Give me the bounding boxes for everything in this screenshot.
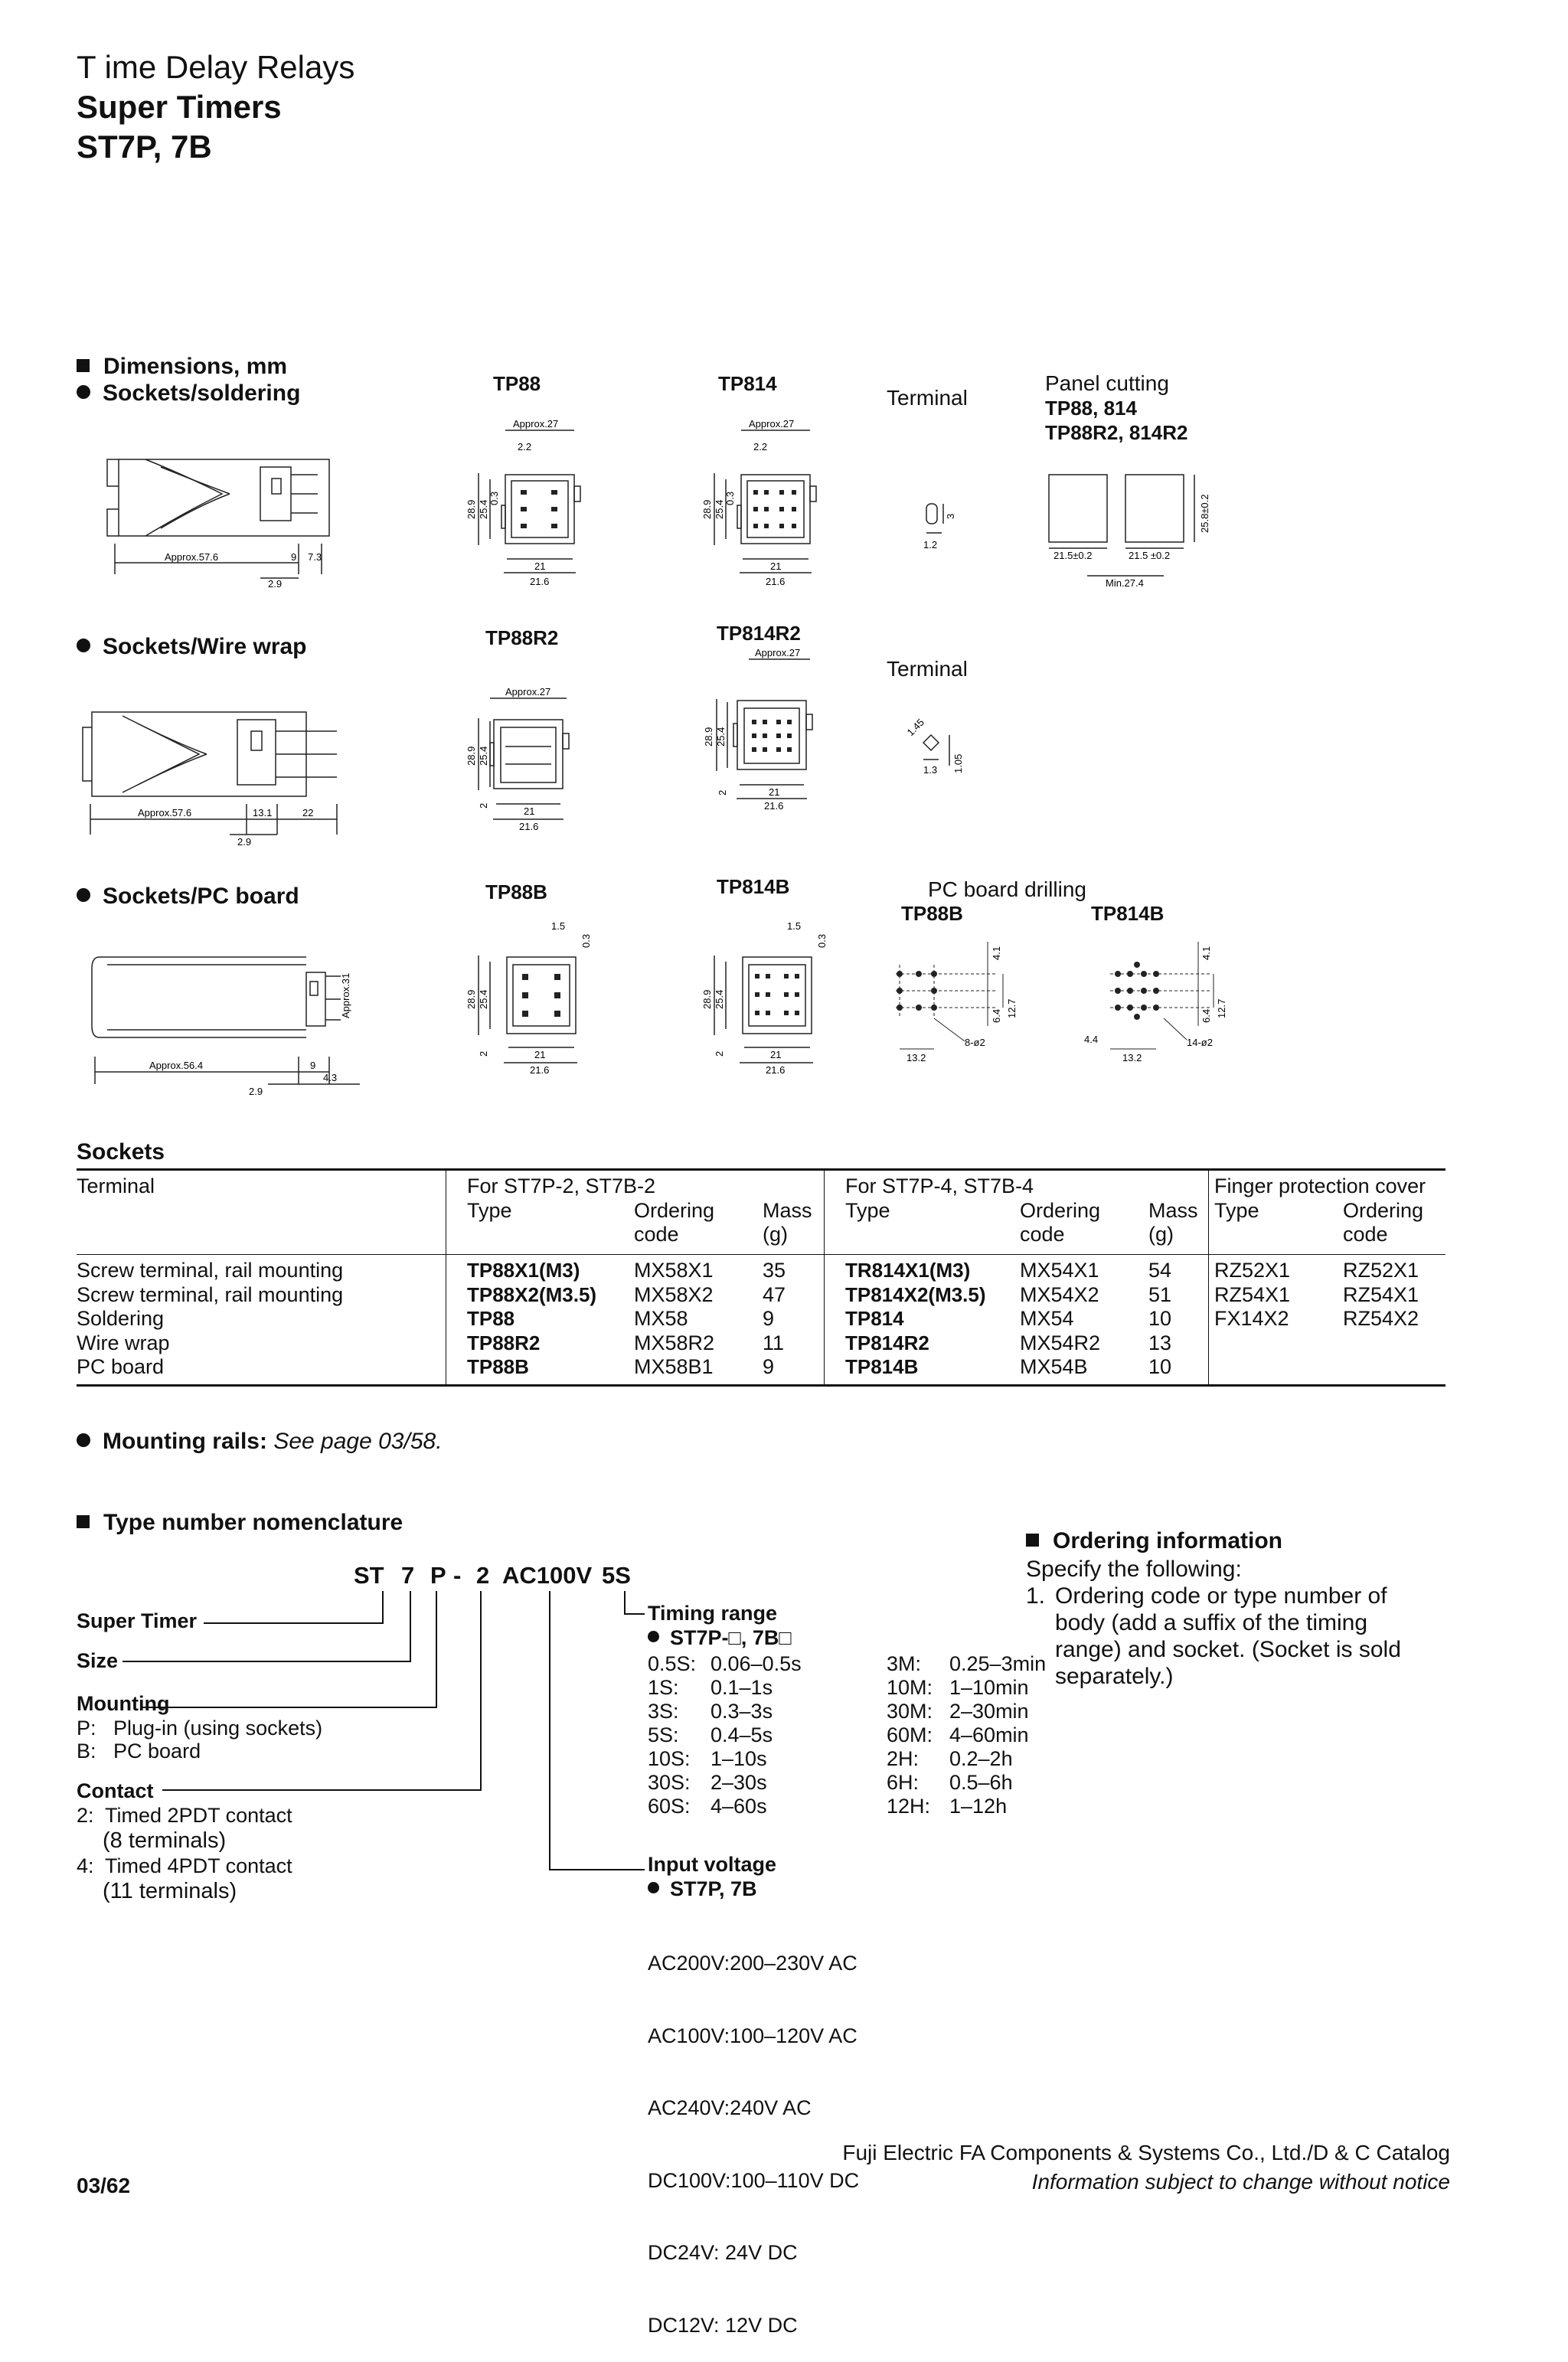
subhdr-mass-4: Mass (g) bbox=[1148, 1199, 1198, 1246]
tp814r2-dim-21-6: 21.6 bbox=[764, 800, 784, 812]
tp814b-dim-1-5: 1.5 bbox=[787, 920, 802, 932]
footer-company: Fuji Electric FA Components & Systems Co., Ltd./D & C Catalog bbox=[842, 2141, 1450, 2164]
sockets-type4-column: TR814X1(M3) TP814X2(M3.5) TP814 TP814R2 TP814B bbox=[845, 1259, 986, 1378]
tp814-dim-21: 21 bbox=[770, 560, 782, 572]
page-number: 03/62 bbox=[77, 2174, 131, 2197]
table-row: Screw terminal, rail mounting bbox=[77, 1282, 344, 1306]
bullet-icon bbox=[77, 385, 90, 399]
mounting-rails-link: See page 03/58. bbox=[273, 1429, 443, 1454]
sockets-col-divider-2 bbox=[824, 1170, 825, 1384]
label-pc-tp88b: TP88B bbox=[901, 902, 963, 925]
tp88-dim-0-3: 0.3 bbox=[488, 491, 500, 505]
tp814r2-dim-21: 21 bbox=[769, 786, 780, 798]
tp88r2-dim-21: 21 bbox=[524, 805, 535, 817]
nomenclature-code-size: 7 bbox=[401, 1562, 415, 1589]
terminal-dim-1-2: 1.2 bbox=[923, 539, 938, 550]
wirewrap-heading: Sockets/Wire wrap bbox=[77, 634, 307, 660]
side-view-pcboard-drawing bbox=[77, 934, 360, 1103]
pc-dim-9: 9 bbox=[310, 1060, 316, 1071]
tp88r2-dim-2: 2 bbox=[478, 802, 489, 809]
tp814b-dim-2: 2 bbox=[714, 1050, 725, 1057]
doc-category: T ime Delay Relays bbox=[77, 49, 355, 85]
input-voltage-subheading: ST7P, 7B bbox=[648, 1877, 757, 1901]
mounting-option-p: P: Plug-in (using sockets) bbox=[77, 1717, 323, 1740]
tp88-top-view-drawing bbox=[436, 413, 597, 597]
table-row: Soldering bbox=[77, 1307, 165, 1330]
dim-2-9: 2.9 bbox=[268, 578, 283, 590]
tp814r2-dim-2: 2 bbox=[717, 789, 728, 796]
pc-drilling-tp88b-drawing bbox=[888, 926, 1041, 1080]
tp88-dim-28-9: 28.9 bbox=[466, 499, 477, 519]
mounting-rails-note: Mounting rails: See page 03/58. bbox=[77, 1429, 443, 1455]
col-group-2pdt: For ST7P-2, ST7B-2 bbox=[467, 1174, 656, 1197]
tp814r2-dim-28-9: 28.9 bbox=[703, 727, 714, 746]
tp814-dim-2-2: 2.2 bbox=[753, 441, 768, 452]
mounting-option-b: B: PC board bbox=[77, 1740, 201, 1763]
square-bullet-icon bbox=[1026, 1534, 1039, 1547]
subhdr-ordering-4: Ordering code bbox=[1020, 1199, 1101, 1246]
tp88-dim-21: 21 bbox=[534, 560, 546, 572]
dim-approx-57-6: Approx.57.6 bbox=[165, 551, 219, 563]
pc814b-dim-4-1: 4.1 bbox=[1200, 946, 1212, 960]
pc-dim-4-3: 4.3 bbox=[323, 1072, 338, 1083]
side-view-wirewrap-drawing bbox=[77, 689, 360, 850]
tp88b-top-view-drawing bbox=[436, 911, 597, 1095]
terminal-dim-3: 3 bbox=[945, 513, 956, 519]
nomenclature-code-timing: 5S bbox=[602, 1562, 631, 1589]
pc-dim-approx-31: Approx.31 bbox=[340, 972, 351, 1018]
tp814-top-view-drawing bbox=[672, 413, 833, 597]
bullet-icon bbox=[648, 1882, 659, 1893]
label-panel-cutting: Panel cutting bbox=[1045, 371, 1169, 395]
tp88b-dim-25-4: 25.4 bbox=[478, 989, 489, 1009]
label-terminal-2: Terminal bbox=[887, 657, 968, 681]
pc88b-dim-4-1: 4.1 bbox=[991, 946, 1002, 960]
subhdr-type-4: Type bbox=[845, 1199, 890, 1222]
sockets-mass2-column: 35 47 9 11 9 bbox=[763, 1259, 786, 1378]
label-pc-drilling: PC board drilling bbox=[928, 877, 1086, 901]
tp814-dim-0-3: 0.3 bbox=[724, 491, 736, 505]
nomenclature-mounting: Mounting bbox=[77, 1692, 170, 1715]
label-tp814b: TP814B bbox=[717, 875, 790, 898]
tp814-dim-25-4: 25.4 bbox=[714, 499, 725, 519]
subhdr-type-cover: Type bbox=[1214, 1199, 1259, 1222]
square-bullet-icon bbox=[77, 359, 90, 372]
terminal-1-drawing bbox=[911, 490, 972, 559]
label-tp814: TP814 bbox=[718, 372, 777, 395]
sockets-table-bottom-rule bbox=[77, 1384, 1446, 1387]
label-terminal-1: Terminal bbox=[887, 386, 968, 410]
panel-dim-21-5b: 21.5 ±0.2 bbox=[1129, 550, 1171, 561]
tp88b-dim-2: 2 bbox=[478, 1050, 489, 1057]
ordering-info-heading: Ordering information bbox=[1026, 1528, 1282, 1554]
label-panel-models-2: TP88R2, 814R2 bbox=[1045, 421, 1188, 444]
tp88-dim-2-2: 2.2 bbox=[518, 441, 532, 452]
tp814r2-top-view-drawing bbox=[672, 647, 833, 831]
nomenclature-contact: Contact bbox=[77, 1779, 154, 1802]
pc-dim-approx-56-4: Approx.56.4 bbox=[149, 1060, 204, 1071]
timing-range-subheading: ST7P-□, 7B□ bbox=[648, 1626, 792, 1650]
sockets-terminal-column bbox=[77, 1259, 343, 1380]
tp88-dim-approx-27: Approx.27 bbox=[513, 418, 559, 430]
tp814-dim-approx-27: Approx.27 bbox=[749, 418, 795, 430]
tp814b-dim-0-3: 0.3 bbox=[816, 933, 828, 948]
pc814b-dim-4-4: 4.4 bbox=[1084, 1034, 1099, 1045]
pc88b-dim-6-4: 6.4 bbox=[991, 1008, 1002, 1023]
tp814-dim-21-6: 21.6 bbox=[766, 576, 786, 587]
bullet-icon bbox=[648, 1631, 659, 1642]
tp88b-dim-21: 21 bbox=[534, 1049, 546, 1060]
tp88r2-dim-25-4: 25.4 bbox=[478, 746, 489, 766]
sockets-cover-type-column: RZ52X1 RZ54X1 FX14X2 bbox=[1214, 1259, 1291, 1330]
contact-option-2-note: (8 terminals) bbox=[103, 1828, 227, 1853]
tp814-dim-28-9: 28.9 bbox=[701, 499, 713, 519]
tp814b-dim-21-6: 21.6 bbox=[766, 1064, 786, 1076]
sockets-code2-column: MX58X1 MX58X2 MX58 MX58R2 MX58B1 bbox=[634, 1259, 715, 1378]
nomenclature-size: Size bbox=[77, 1649, 119, 1672]
pcboard-heading: Sockets/PC board bbox=[77, 884, 299, 910]
timing-range-heading: Timing range bbox=[648, 1602, 778, 1625]
sockets-table-top-rule bbox=[77, 1168, 1446, 1171]
sockets-mass4-column: 54 51 10 13 10 bbox=[1148, 1259, 1172, 1378]
pc814b-dim-holes: 14-ø2 bbox=[1187, 1037, 1213, 1048]
terminal2-dim-1-45: 1.45 bbox=[904, 716, 927, 739]
square-bullet-icon bbox=[77, 1515, 90, 1528]
soldering-heading: Sockets/soldering bbox=[77, 381, 300, 407]
ww-dim-2-9: 2.9 bbox=[237, 836, 252, 848]
tp88b-dim-1-5: 1.5 bbox=[551, 920, 566, 932]
sockets-col-divider-3 bbox=[1208, 1170, 1209, 1384]
tp814b-top-view-drawing bbox=[672, 911, 833, 1095]
footer-notice: Information subject to change without notice bbox=[1031, 2170, 1450, 2194]
tp814r2-dim-approx-27: Approx.27 bbox=[755, 647, 801, 658]
subhdr-type-2: Type bbox=[467, 1199, 512, 1222]
subhdr-ordering-cover: Ordering code bbox=[1343, 1199, 1424, 1246]
label-tp88b: TP88B bbox=[485, 880, 547, 903]
sockets-heading: Sockets bbox=[77, 1139, 165, 1165]
tp88b-dim-28-9: 28.9 bbox=[466, 989, 477, 1009]
tp88b-dim-21-6: 21.6 bbox=[530, 1064, 550, 1076]
label-tp88r2: TP88R2 bbox=[485, 626, 559, 649]
contact-option-2: 2: Timed 2PDT contact bbox=[77, 1804, 292, 1827]
ww-dim-approx-57-6: Approx.57.6 bbox=[138, 807, 192, 818]
col-group-4pdt: For ST7P-4, ST7B-4 bbox=[845, 1174, 1034, 1197]
tp88r2-top-view-drawing bbox=[436, 674, 597, 858]
nomenclature-heading: Type number nomenclature bbox=[77, 1510, 403, 1536]
nomenclature-super-timer: Super Timer bbox=[77, 1609, 198, 1632]
sockets-code4-column: MX54X1 MX54X2 MX54 MX54R2 MX54B bbox=[1020, 1259, 1101, 1378]
tp814b-dim-25-4: 25.4 bbox=[714, 989, 725, 1009]
input-voltage-heading: Input voltage bbox=[648, 1853, 776, 1876]
sockets-type2-column: TP88X1(M3) TP88X2(M3.5) TP88 TP88R2 TP88B bbox=[467, 1259, 597, 1378]
nomenclature-code-voltage: AC100V bbox=[502, 1562, 593, 1589]
tp88-dim-21-6: 21.6 bbox=[530, 576, 550, 587]
doc-model: ST7P, 7B bbox=[77, 129, 212, 165]
pc-drilling-tp814b-drawing bbox=[1080, 926, 1240, 1080]
tp88r2-dim-21-6: 21.6 bbox=[519, 821, 539, 832]
ordering-info-item-text: Ordering code or type number of body (add a suffix of the timing range) and socket. (Socket is sold separately.) bbox=[1055, 1583, 1401, 1689]
ww-dim-22: 22 bbox=[302, 807, 314, 818]
pc88b-dim-holes: 8-ø2 bbox=[965, 1037, 985, 1048]
input-voltage-list: AC200V:200–230V AC AC100V:100–120V AC AC240V:240V AC DC100V:100–110V DC DC24V: 24V DC DC12V: 12V DC bbox=[648, 1952, 860, 2337]
table-row: Screw terminal, rail mounting bbox=[77, 1259, 344, 1282]
sockets-cover-code-column: RZ52X1 RZ54X1 RZ54X2 bbox=[1343, 1259, 1419, 1330]
contact-option-4: 4: Timed 4PDT contact bbox=[77, 1854, 292, 1877]
nomenclature-code-contact: 2 bbox=[476, 1562, 490, 1589]
pc814b-dim-13-2: 13.2 bbox=[1122, 1052, 1142, 1063]
table-row: Wire wrap bbox=[77, 1331, 170, 1354]
timing-range-table: 0.5S: 0.06–0.5s 3M: 0.25–3min 1S: 0.1–1s 10M: 1–10min 3S: 0.3–3s 30M: 2–30min 5S: 0.4–5s 60M: 4–60min 10S: 1–10s 2H: 0.2–2h 30S: 2–30s 6H: 0.5–6h 60S: 4–60s 12H: 1–12h bbox=[648, 1652, 1047, 1818]
terminal2-dim-1-3: 1.3 bbox=[923, 764, 938, 776]
pc-dim-2-9: 2.9 bbox=[249, 1086, 263, 1097]
tp88r2-dim-approx-27: Approx.27 bbox=[505, 686, 551, 697]
tp814r2-dim-25-4: 25.4 bbox=[715, 727, 727, 746]
contact-option-4-note: (11 terminals) bbox=[103, 1879, 237, 1903]
pc88b-dim-12-7: 12.7 bbox=[1006, 998, 1018, 1018]
bullet-icon bbox=[77, 1433, 90, 1447]
label-tp814r2: TP814R2 bbox=[717, 622, 801, 645]
panel-dim-min-27-4: Min.27.4 bbox=[1106, 577, 1144, 589]
nomenclature-code-mount: P bbox=[430, 1562, 446, 1589]
panel-cutting-drawing bbox=[1041, 459, 1240, 597]
terminal2-dim-1-05: 1.05 bbox=[952, 753, 964, 773]
bullet-icon bbox=[77, 639, 90, 652]
table-row: PC board bbox=[77, 1355, 165, 1378]
tp814b-dim-28-9: 28.9 bbox=[701, 989, 713, 1009]
nomenclature-code-dash: - bbox=[453, 1562, 462, 1589]
terminal-2-drawing bbox=[896, 704, 980, 789]
pc814b-dim-6-4: 6.4 bbox=[1200, 1008, 1212, 1023]
tp814b-dim-21: 21 bbox=[770, 1049, 782, 1060]
tp88-dim-25-4: 25.4 bbox=[478, 499, 489, 519]
ordering-info-item-number: 1. bbox=[1026, 1583, 1046, 1609]
doc-title: Super Timers bbox=[77, 89, 282, 125]
dim-7-3: 7.3 bbox=[308, 551, 322, 563]
subhdr-ordering-2: Ordering code bbox=[634, 1199, 715, 1246]
col-group-cover: Finger protection cover bbox=[1214, 1174, 1426, 1197]
panel-dim-25-8: 25.8±0.2 bbox=[1199, 494, 1210, 533]
bullet-icon bbox=[77, 888, 90, 902]
ordering-info-intro: Specify the following: bbox=[1026, 1557, 1242, 1582]
label-pc-tp814b: TP814B bbox=[1091, 902, 1165, 925]
label-panel-models-1: TP88, 814 bbox=[1045, 397, 1137, 420]
subhdr-mass-2: Mass (g) bbox=[763, 1199, 812, 1246]
pc88b-dim-13-2: 13.2 bbox=[906, 1052, 926, 1063]
col-terminal-header: Terminal bbox=[77, 1174, 155, 1197]
dim-9: 9 bbox=[291, 551, 297, 563]
sockets-table-header-rule bbox=[77, 1254, 1446, 1255]
label-tp88: TP88 bbox=[493, 372, 541, 395]
dimensions-heading: Dimensions, mm bbox=[77, 354, 287, 380]
nomenclature-code-st: ST bbox=[354, 1562, 384, 1589]
side-view-soldering-drawing bbox=[100, 429, 352, 597]
panel-dim-21-5a: 21.5±0.2 bbox=[1054, 550, 1093, 561]
tp88b-dim-0-3: 0.3 bbox=[580, 933, 592, 948]
tp88r2-dim-28-9: 28.9 bbox=[466, 746, 477, 766]
ww-dim-13-1: 13.1 bbox=[253, 807, 273, 818]
pc814b-dim-12-7: 12.7 bbox=[1216, 998, 1227, 1018]
